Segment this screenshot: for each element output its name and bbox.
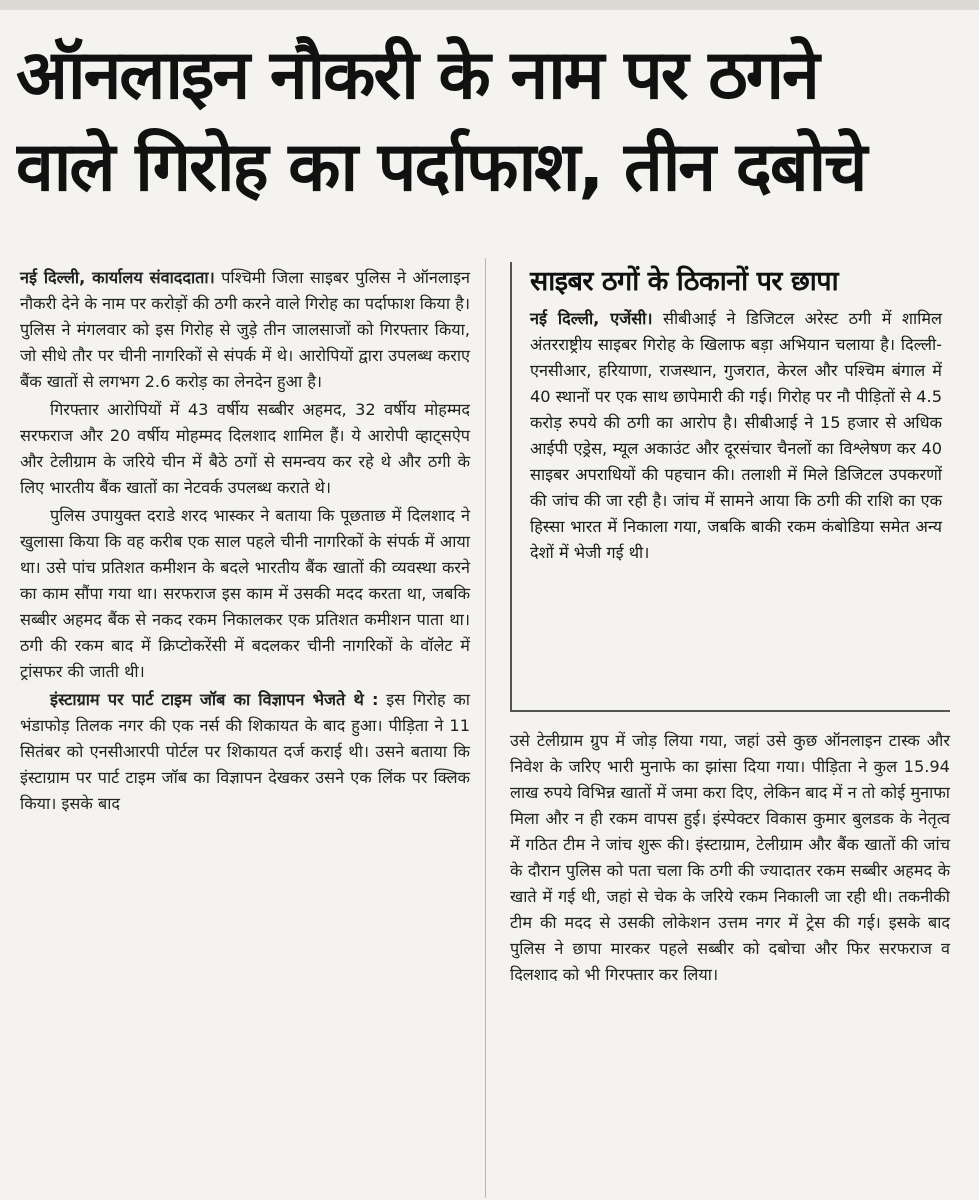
- sidebar-dateline: नई दिल्ली, एजेंसी।: [530, 309, 653, 328]
- sidebar-box-text: सीबीआई ने डिजिटल अरेस्ट ठगी में शामिल अंतरराष्ट्रीय साइबर गिरोह के खिलाफ बड़ा अभियान चलाया है। दिल्ली-एनसीआर, हरियाणा, राजस्थान, गुजरात, केरल और पश्चिम बंगाल में 40 स्थानों पर एक साथ छापेमारी की गई। गिरोह पर नौ पीड़ितों से 4.5 करोड़ रुपये की ठगी का आरोप है। सीबीआई ने 15 हजार से अधिक आईपी एड्रेस, म्यूल अकाउंट और दूरसंचार चैनलों का विश्लेषण कर 40 साइबर अपराधियों की पहचान की। तलाशी में मिले डिजिटल उपकरणों की जांच की जा रही है। जांच में सामने आया कि ठगी की राशि का एक हिस्सा भारत में निकाला गया, जबकि बाकी रकम कंबोडिया समेत अन्य देशों में भेजी गई थी।: [530, 309, 942, 562]
- left-para-4: [20, 687, 470, 817]
- left-para-4-text: इस गिरोह का भंडाफोड़ तिलक नगर की एक नर्स की शिकायत के बाद हुआ। पीड़िता ने 11 सितंबर को एनसीआरपी पोर्टल पर शिकायत दर्ज कराई थी। उसने बताया कि इंस्टाग्राम पर पार्ट टाइम जॉब का विज्ञापन देखकर उसने एक लिंक पर क्लिक किया। इसके बाद: [20, 690, 470, 813]
- subheading: इंस्टाग्राम पर पार्ट टाइम जॉब का विज्ञापन भेजते थे :: [50, 690, 379, 709]
- column-divider: [485, 258, 486, 1198]
- left-para-3: पुलिस उपायुक्त दराडे शरद भास्कर ने बताया कि पूछताछ में दिलशाद ने खुलासा किया कि वह करीब एक साल पहले चीनी नागरिकों के संपर्क में आया था। उसे पांच प्रतिशत कमीशन के बदले भारतीय बैंक खातों की व्यवस्था करने का काम सौंपा गया था। सरफराज इस काम में उसकी मदद करता था, जबकि सब्बीर अहमद बैंक से नकद रकम निकालकर एक प्रतिशत कमीशन पाता था। ठगी की रकम बाद में क्रिप्टोकरेंसी में बदलकर चीनी नागरिकों के वॉलेट में ट्रांसफर की जाती थी।: [20, 506, 470, 681]
- sidebar-box-title: साइबर ठगों के ठिकानों पर छापा: [530, 266, 839, 297]
- right-para-1: उसे टेलीग्राम ग्रुप में जोड़ लिया गया, जहां उसे कुछ ऑनलाइन टास्क और निवेश के जरिए भारी मुनाफे का झांसा दिया गया। पीड़िता ने कुल 15.94 लाख रुपये विभिन्न खातों में जमा करा दिए, लेकिन बाद में न तो कोई मुनाफा मिला और न ही रकम वापस हुई। इंस्पेक्टर विकास कुमार बुलडक के नेतृत्व में गठित टीम ने जांच शुरू की। इंस्टाग्राम, टेलीग्राम और बैंक खातों की जांच के दौरान पुलिस को पता चला कि ठगी की ज्यादातर रकम सब्बीर अहमद के खाते में गई थी, जहां से चेक के जरिये रकम निकाली जा रही थी। तकनीकी टीम की मदद से उसकी लोकेशन उत्तम नगर में ट्रेस की गई। इसके बाद पुलिस ने छापा मारकर पहले सब्बीर को दबोचा और फिर सरफराज व दिलशाद को भी गिरफ्तार कर लिया।: [510, 731, 950, 984]
- headline-line-2: वाले गिरोह का पर्दाफाश, तीन दबोचे: [16, 128, 866, 207]
- left-column: [20, 265, 470, 819]
- headline-line-1: ऑनलाइन नौकरी के नाम पर ठगने: [16, 36, 818, 115]
- left-para-1-text: पश्चिमी जिला साइबर पुलिस ने ऑनलाइन नौकरी देने के नाम पर करोड़ों की ठगी करने वाले गिरोह का पर्दाफाश किया है। पुलिस ने मंगलवार को इस गिरोह से जुड़े तीन जालसाजों को गिरफ्तार किया, जो सीधे तौर पर चीनी नागरिकों से संपर्क में थे। आरोपियों द्वारा उपलब्ध कराए बैंक खातों से लगभग 2.6 करोड़ का लेनदेन हुआ है।: [20, 268, 470, 391]
- sidebar-box-body: [526, 306, 950, 566]
- right-column: [510, 728, 950, 988]
- left-para-1: [20, 265, 470, 395]
- dateline: नई दिल्ली, कार्यालय संवाददाता।: [20, 268, 215, 287]
- left-para-2: गिरफ्तार आरोपियों में 43 वर्षीय सब्बीर अहमद, 32 वर्षीय मोहम्मद सरफराज और 20 वर्षीय मोहम्मद दिलशाद शामिल हैं। ये आरोपी व्हाट्सऐप और टेलीग्राम के जरिये चीन में बैठे ठगों से समन्वय कर रहे थे और ठगी के लिए भारतीय बैंक खातों का नेटवर्क उपलब्ध कराते थे।: [20, 400, 470, 497]
- headline: [16, 30, 966, 214]
- page-top-strip: [0, 0, 979, 10]
- sidebar-box: [510, 262, 950, 712]
